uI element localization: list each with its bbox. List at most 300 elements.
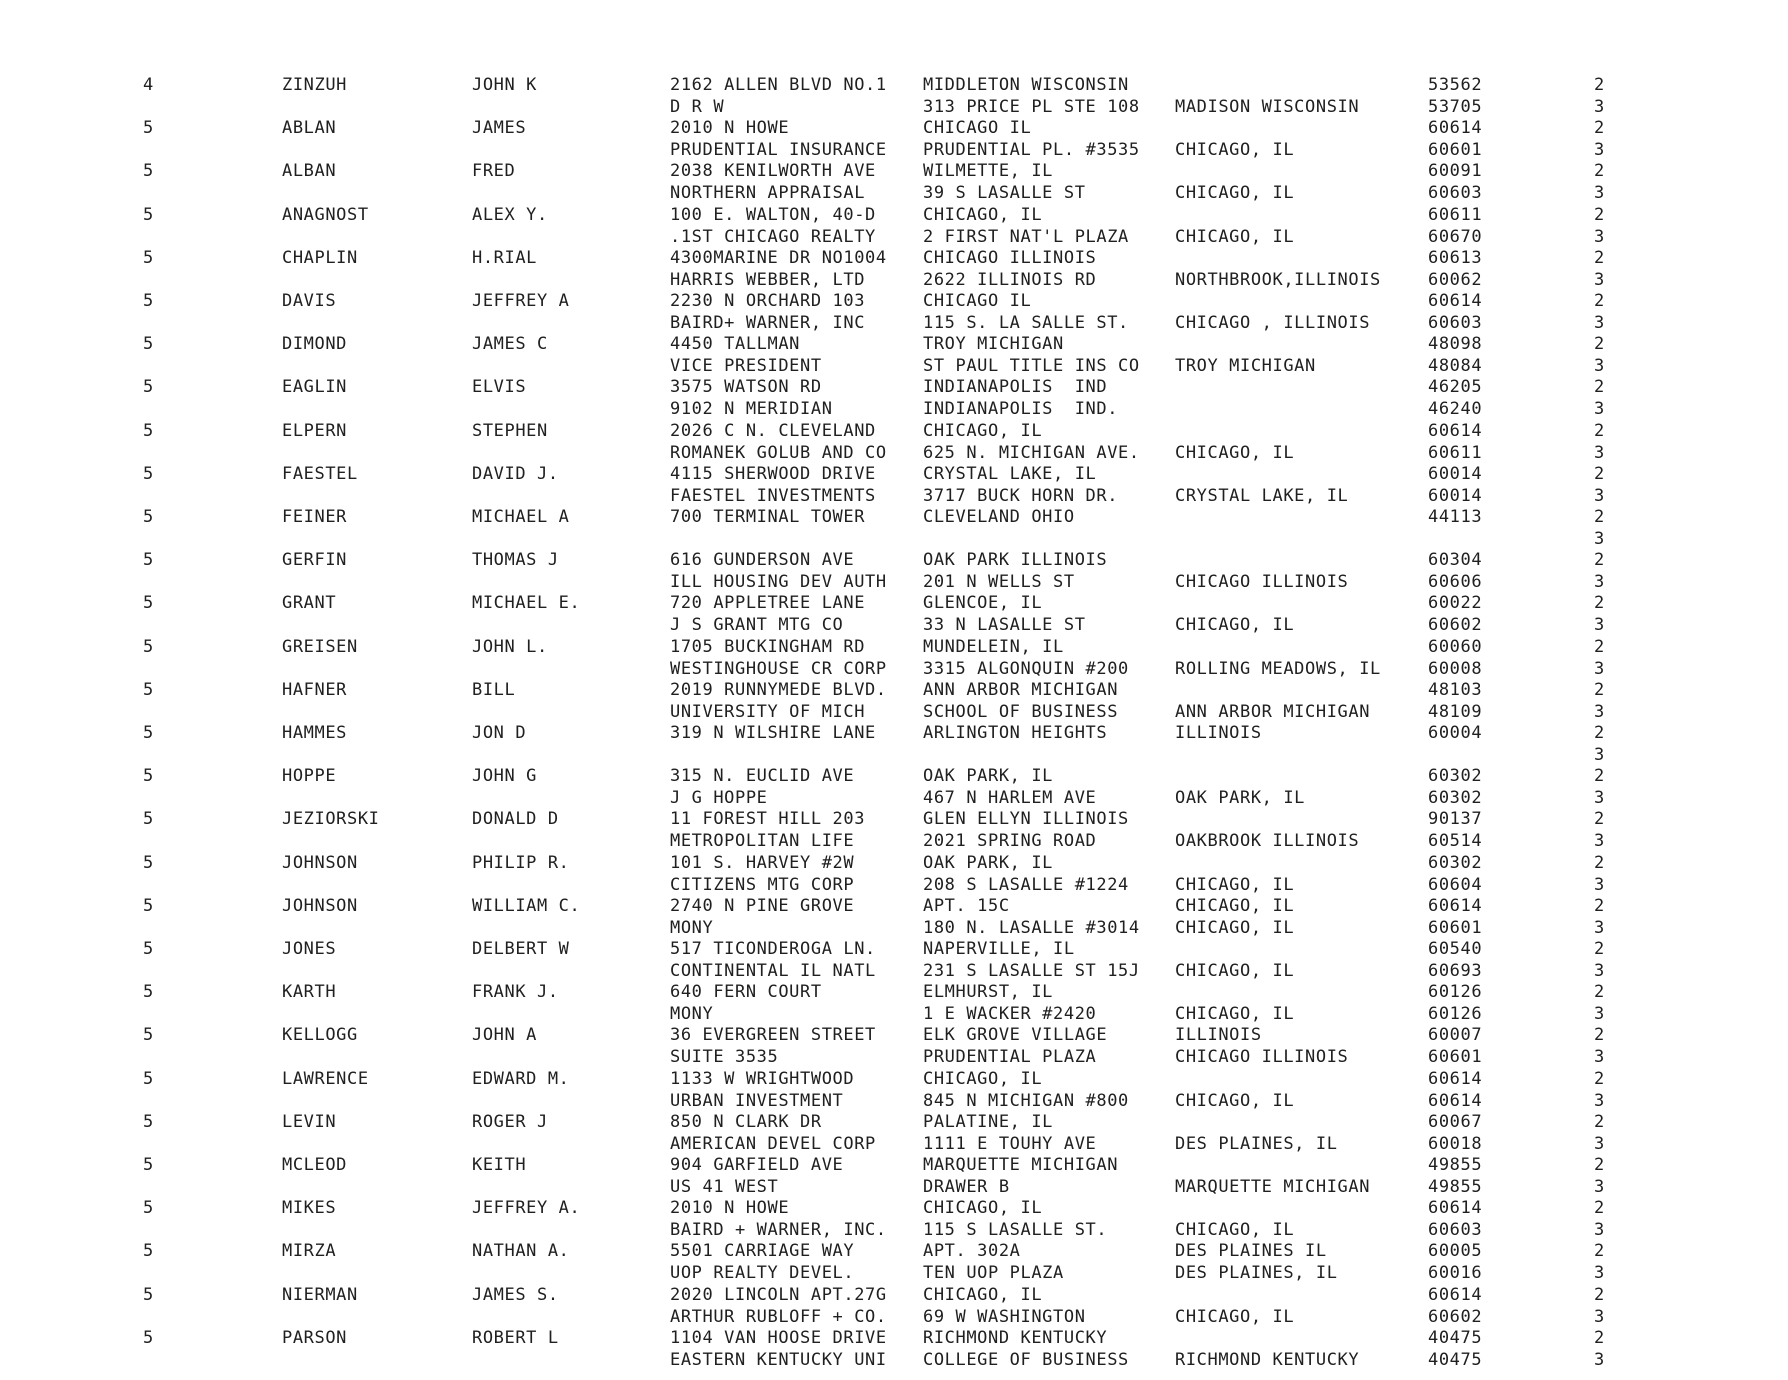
home-address-code: 2 — [1594, 1327, 1605, 1348]
first-name: DELBERT W — [472, 939, 570, 959]
home-zip-code: 60611 — [1428, 204, 1483, 225]
home-zip-code: 53562 — [1428, 75, 1483, 95]
home-address-line-2: CHICAGO, IL — [923, 1284, 1043, 1305]
home-address-line-1: 517 TICONDEROGA LN. — [670, 939, 876, 959]
work-address-line-2: 231 S LASALLE ST 15J — [923, 961, 1140, 981]
first-name: MICHAEL E. — [472, 593, 581, 614]
home-zip-code: 60007 — [1428, 1025, 1483, 1046]
work-zip-code: 49855 — [1428, 1177, 1483, 1197]
work-address-line-3: CHICAGO, IL — [1175, 615, 1295, 636]
work-address-code: 3 — [1594, 658, 1605, 679]
home-address-code: 2 — [1594, 636, 1605, 657]
last-name: CHAPLIN — [282, 247, 358, 268]
work-address-line-2: DRAWER B — [923, 1177, 1010, 1197]
home-address-line-2: OAK PARK ILLINOIS — [923, 550, 1108, 571]
first-name: MICHAEL A — [472, 507, 570, 527]
work-address-line-1: WESTINGHOUSE CR CORP — [670, 658, 887, 679]
work-address-code: 3 — [1594, 269, 1605, 290]
first-name: ROBERT L — [472, 1327, 559, 1348]
home-zip-code: 40475 — [1428, 1327, 1483, 1348]
work-zip-code: 60693 — [1428, 961, 1483, 981]
table-row — [0, 1111, 1788, 1155]
table-row — [0, 679, 1788, 723]
last-name: FAESTEL — [282, 463, 358, 484]
home-zip-code: 46205 — [1428, 377, 1483, 398]
record-sequence: 5 — [143, 1111, 154, 1132]
home-address-line-2: OAK PARK, IL — [923, 852, 1054, 873]
record-sequence: 5 — [143, 895, 154, 916]
home-address-line-1: 319 N WILSHIRE LANE — [670, 723, 876, 743]
home-zip-code: 60304 — [1428, 550, 1483, 571]
work-zip-code: 60604 — [1428, 874, 1483, 895]
home-address-line-3: ILLINOIS — [1175, 1025, 1262, 1046]
work-address-line-1: VICE PRESIDENT — [670, 356, 822, 377]
work-address-line-2: 115 S. LA SALLE ST. — [923, 313, 1129, 333]
home-address-code: 2 — [1594, 679, 1605, 700]
work-address-line-1: D R W — [670, 97, 725, 117]
work-address-line-1: METROPOLITAN LIFE — [670, 831, 855, 852]
work-address-code: 3 — [1594, 1177, 1605, 1197]
work-address-line-3: ANN ARBOR MICHIGAN — [1175, 701, 1371, 722]
table-row — [0, 1154, 1788, 1198]
work-zip-code: 60016 — [1428, 1263, 1483, 1284]
work-address-line-2: PRUDENTIAL PLAZA — [923, 1047, 1097, 1068]
home-zip-code: 48103 — [1428, 679, 1483, 700]
home-address-code: 2 — [1594, 463, 1605, 484]
home-address-code: 2 — [1594, 1068, 1605, 1089]
last-name: JEZIORSKI — [282, 809, 380, 830]
home-address-line-1: 101 S. HARVEY #2W — [670, 852, 855, 873]
home-address-line-1: 36 EVERGREEN STREET — [670, 1025, 876, 1046]
table-row — [0, 376, 1788, 420]
home-address-line-2: CHICAGO, IL — [923, 1198, 1043, 1219]
work-address-line-2: 845 N MICHIGAN #800 — [923, 1090, 1129, 1111]
first-name: JAMES C — [472, 334, 548, 355]
home-address-line-1: 1133 W WRIGHTWOOD — [670, 1068, 855, 1089]
work-zip-code: 53705 — [1428, 97, 1483, 117]
record-sequence: 5 — [143, 377, 154, 398]
work-address-line-3: OAKBROOK ILLINOIS — [1175, 831, 1360, 852]
table-row — [0, 938, 1788, 982]
first-name: STEPHEN — [472, 420, 548, 441]
home-address-line-1: 616 GUNDERSON AVE — [670, 550, 855, 571]
work-address-line-3: MARQUETTE MICHIGAN — [1175, 1177, 1371, 1197]
work-address-line-1: CITIZENS MTG CORP — [670, 874, 855, 895]
work-address-line-2: 69 W WASHINGTON — [923, 1306, 1086, 1327]
work-address-line-3: CHICAGO, IL — [1175, 226, 1295, 247]
home-zip-code: 60614 — [1428, 1068, 1483, 1089]
home-address-line-3: ILLINOIS — [1175, 723, 1262, 743]
work-address-code: 3 — [1594, 140, 1605, 161]
work-address-line-3: CHICAGO, IL — [1175, 1220, 1295, 1241]
home-address-code: 2 — [1594, 852, 1605, 873]
work-address-line-3: CHICAGO, IL — [1175, 1004, 1295, 1025]
work-address-code: 3 — [1594, 1349, 1605, 1370]
work-address-line-2: INDIANAPOLIS IND. — [923, 399, 1119, 420]
work-zip-code: 60062 — [1428, 269, 1483, 290]
home-zip-code: 60302 — [1428, 852, 1483, 873]
home-address-line-1: 2019 RUNNYMEDE BLVD. — [670, 679, 887, 700]
record-sequence: 5 — [143, 1198, 154, 1219]
home-address-line-1: 2740 N PINE GROVE — [670, 895, 855, 916]
work-address-line-2: ST PAUL TITLE INS CO — [923, 356, 1140, 377]
record-sequence: 5 — [143, 1327, 154, 1348]
home-address-code: 2 — [1594, 1198, 1605, 1219]
home-address-line-2: CHICAGO IL — [923, 118, 1032, 139]
record-sequence: 5 — [143, 1068, 154, 1089]
work-address-line-2: 39 S LASALLE ST — [923, 183, 1086, 204]
table-row — [0, 463, 1788, 507]
work-address-code: 3 — [1594, 1263, 1605, 1284]
work-zip-code: 60014 — [1428, 485, 1483, 506]
home-address-code: 2 — [1594, 895, 1605, 916]
home-address-line-1: 720 APPLETREE LANE — [670, 593, 866, 614]
table-row — [0, 722, 1788, 766]
first-name: JAMES — [472, 118, 527, 139]
work-address-code: 3 — [1594, 183, 1605, 204]
work-address-line-3: CHICAGO, IL — [1175, 442, 1295, 463]
record-sequence: 5 — [143, 636, 154, 657]
first-name: ROGER J — [472, 1111, 548, 1132]
table-row — [0, 204, 1788, 248]
last-name: DIMOND — [282, 334, 348, 355]
first-name: BILL — [472, 679, 516, 700]
work-address-line-3: CHICAGO , ILLINOIS — [1175, 313, 1371, 333]
work-address-line-3: CHICAGO, IL — [1175, 961, 1295, 981]
home-zip-code: 60614 — [1428, 1198, 1483, 1219]
work-address-line-3: MADISON WISCONSIN — [1175, 97, 1360, 117]
last-name: ANAGNOST — [282, 204, 369, 225]
last-name: HAMMES — [282, 723, 348, 743]
work-address-line-1: .1ST CHICAGO REALTY — [670, 226, 876, 247]
last-name: EAGLIN — [282, 377, 348, 398]
work-address-code: 3 — [1594, 356, 1605, 377]
work-zip-code: 60606 — [1428, 572, 1483, 593]
home-address-code: 2 — [1594, 291, 1605, 311]
work-address-line-2: 1 E WACKER #2420 — [923, 1004, 1097, 1025]
home-address-line-2: RICHMOND KENTUCKY — [923, 1327, 1108, 1348]
home-address-code: 2 — [1594, 1284, 1605, 1305]
work-address-line-3: CHICAGO, IL — [1175, 140, 1295, 161]
record-sequence: 5 — [143, 939, 154, 959]
home-zip-code: 60014 — [1428, 463, 1483, 484]
first-name: NATHAN A. — [472, 1241, 570, 1262]
work-address-line-2: SCHOOL OF BUSINESS — [923, 701, 1119, 722]
home-address-code: 2 — [1594, 420, 1605, 441]
home-address-line-2: CLEVELAND OHIO — [923, 507, 1075, 527]
work-address-line-3: CHICAGO ILLINOIS — [1175, 1047, 1349, 1068]
work-address-line-1: US 41 WEST — [670, 1177, 779, 1197]
first-name: DONALD D — [472, 809, 559, 830]
work-zip-code: 60302 — [1428, 788, 1483, 809]
home-zip-code: 90137 — [1428, 809, 1483, 830]
last-name: ALBAN — [282, 161, 337, 182]
home-address-line-1: 904 GARFIELD AVE — [670, 1155, 844, 1175]
work-address-line-2: 2021 SPRING ROAD — [923, 831, 1097, 852]
work-address-line-3: CHICAGO, IL — [1175, 917, 1295, 938]
last-name: LAWRENCE — [282, 1068, 369, 1089]
home-address-line-2: CRYSTAL LAKE, IL — [923, 463, 1097, 484]
work-zip-code: 60670 — [1428, 226, 1483, 247]
table-row — [0, 895, 1788, 939]
home-address-line-2: NAPERVILLE, IL — [923, 939, 1075, 959]
work-address-code: 3 — [1594, 831, 1605, 852]
work-address-code: 3 — [1594, 313, 1605, 333]
work-address-line-3: NORTHBROOK,ILLINOIS — [1175, 269, 1381, 290]
home-address-code: 2 — [1594, 507, 1605, 527]
home-zip-code: 44113 — [1428, 507, 1483, 527]
last-name: ZINZUH — [282, 75, 348, 95]
first-name: FRED — [472, 161, 516, 182]
home-address-code: 2 — [1594, 593, 1605, 614]
record-sequence: 5 — [143, 291, 154, 311]
work-address-line-2: 180 N. LASALLE #3014 — [923, 917, 1140, 938]
home-zip-code: 60067 — [1428, 1111, 1483, 1132]
first-name: ELVIS — [472, 377, 527, 398]
home-address-code: 2 — [1594, 204, 1605, 225]
last-name: MIKES — [282, 1198, 337, 1219]
record-sequence: 5 — [143, 1284, 154, 1305]
work-address-line-3: CRYSTAL LAKE, IL — [1175, 485, 1349, 506]
table-row — [0, 74, 1788, 118]
work-address-code: 3 — [1594, 615, 1605, 636]
record-sequence: 5 — [143, 723, 154, 743]
work-zip-code: 60611 — [1428, 442, 1483, 463]
work-address-line-2: 33 N LASALLE ST — [923, 615, 1086, 636]
work-address-line-1: CONTINENTAL IL NATL — [670, 961, 876, 981]
work-address-code: 3 — [1594, 1220, 1605, 1241]
table-row — [0, 247, 1788, 291]
home-address-line-1: 11 FOREST HILL 203 — [670, 809, 866, 830]
table-row — [0, 852, 1788, 896]
work-address-line-2: 625 N. MICHIGAN AVE. — [923, 442, 1140, 463]
table-row — [0, 592, 1788, 636]
first-name: PHILIP R. — [472, 852, 570, 873]
first-name: JAMES S. — [472, 1284, 559, 1305]
home-address-line-2: MARQUETTE MICHIGAN — [923, 1155, 1119, 1175]
work-address-code: 3 — [1594, 917, 1605, 938]
work-address-code: 3 — [1594, 226, 1605, 247]
work-address-line-3: OAK PARK, IL — [1175, 788, 1306, 809]
last-name: GRANT — [282, 593, 337, 614]
last-name: JOHNSON — [282, 852, 358, 873]
table-row — [0, 808, 1788, 852]
table-row — [0, 549, 1788, 593]
home-address-line-2: INDIANAPOLIS IND — [923, 377, 1108, 398]
work-address-line-1: FAESTEL INVESTMENTS — [670, 485, 876, 506]
work-zip-code: 60514 — [1428, 831, 1483, 852]
home-address-line-2: CHICAGO, IL — [923, 420, 1043, 441]
record-sequence: 5 — [143, 1155, 154, 1175]
work-address-line-1: AMERICAN DEVEL CORP — [670, 1133, 876, 1154]
work-address-line-1: PRUDENTIAL INSURANCE — [670, 140, 887, 161]
work-address-line-1: ILL HOUSING DEV AUTH — [670, 572, 887, 593]
work-address-code: 3 — [1594, 572, 1605, 593]
home-address-line-3: DES PLAINES IL — [1175, 1241, 1327, 1262]
work-address-line-2: TEN UOP PLAZA — [923, 1263, 1064, 1284]
home-address-line-1: 700 TERMINAL TOWER — [670, 507, 866, 527]
home-zip-code: 60540 — [1428, 939, 1483, 959]
record-sequence: 5 — [143, 247, 154, 268]
home-address-line-2: APT. 15C — [923, 895, 1010, 916]
home-address-line-1: 3575 WATSON RD — [670, 377, 822, 398]
table-row — [0, 765, 1788, 809]
home-address-line-1: 2010 N HOWE — [670, 1198, 790, 1219]
work-address-code: 3 — [1594, 1306, 1605, 1327]
work-address-code: 3 — [1594, 442, 1605, 463]
work-address-line-1: ROMANEK GOLUB AND CO — [670, 442, 887, 463]
work-address-line-2: 208 S LASALLE #1224 — [923, 874, 1129, 895]
first-name: THOMAS J — [472, 550, 559, 571]
home-zip-code: 49855 — [1428, 1155, 1483, 1175]
table-row — [0, 1197, 1788, 1241]
table-row — [0, 160, 1788, 204]
home-zip-code: 60302 — [1428, 766, 1483, 787]
work-address-line-3: CHICAGO, IL — [1175, 183, 1295, 204]
home-address-line-2: CHICAGO, IL — [923, 204, 1043, 225]
home-address-code: 2 — [1594, 982, 1605, 1003]
work-address-line-2: 115 S LASALLE ST. — [923, 1220, 1108, 1241]
home-address-code: 2 — [1594, 809, 1605, 830]
home-address-line-1: 2010 N HOWE — [670, 118, 790, 139]
record-sequence: 5 — [143, 593, 154, 614]
work-address-code: 3 — [1594, 529, 1605, 549]
record-sequence: 5 — [143, 982, 154, 1003]
work-zip-code: 60601 — [1428, 917, 1483, 938]
work-address-line-1: 9102 N MERIDIAN — [670, 399, 833, 420]
home-address-line-2: APT. 302A — [923, 1241, 1021, 1262]
home-zip-code: 60614 — [1428, 420, 1483, 441]
record-sequence: 5 — [143, 679, 154, 700]
record-sequence: 5 — [143, 463, 154, 484]
home-address-line-2: MUNDELEIN, IL — [923, 636, 1064, 657]
work-address-line-1: SUITE 3535 — [670, 1047, 779, 1068]
home-address-line-2: GLEN ELLYN ILLINOIS — [923, 809, 1129, 830]
home-zip-code: 60126 — [1428, 982, 1483, 1003]
home-address-line-2: CHICAGO ILLINOIS — [923, 247, 1097, 268]
work-address-line-1: MONY — [670, 1004, 714, 1025]
home-address-code: 2 — [1594, 334, 1605, 355]
last-name: NIERMAN — [282, 1284, 358, 1305]
work-zip-code: 40475 — [1428, 1349, 1483, 1370]
work-zip-code: 60018 — [1428, 1133, 1483, 1154]
home-address-line-2: GLENCOE, IL — [923, 593, 1043, 614]
work-zip-code: 46240 — [1428, 399, 1483, 420]
home-address-line-2: CHICAGO IL — [923, 291, 1032, 311]
work-address-line-1: J S GRANT MTG CO — [670, 615, 844, 636]
first-name: JON D — [472, 723, 527, 743]
work-zip-code: 60008 — [1428, 658, 1483, 679]
home-address-line-2: OAK PARK, IL — [923, 766, 1054, 787]
home-address-line-2: ANN ARBOR MICHIGAN — [923, 679, 1119, 700]
home-address-code: 2 — [1594, 377, 1605, 398]
home-address-line-1: 850 N CLARK DR — [670, 1111, 822, 1132]
work-address-line-2: PRUDENTIAL PL. #3535 — [923, 140, 1140, 161]
record-sequence: 5 — [143, 1241, 154, 1262]
last-name: ABLAN — [282, 118, 337, 139]
work-zip-code: 60603 — [1428, 1220, 1483, 1241]
home-address-code: 2 — [1594, 766, 1605, 787]
home-address-line-2: ELMHURST, IL — [923, 982, 1054, 1003]
table-row — [0, 117, 1788, 161]
home-zip-code: 60004 — [1428, 723, 1483, 743]
home-address-code: 2 — [1594, 1111, 1605, 1132]
last-name: MIRZA — [282, 1241, 337, 1262]
home-address-line-2: WILMETTE, IL — [923, 161, 1054, 182]
home-address-code: 2 — [1594, 75, 1605, 95]
work-address-code: 3 — [1594, 399, 1605, 420]
work-address-code: 3 — [1594, 1004, 1605, 1025]
work-address-line-3: DES PLAINES, IL — [1175, 1263, 1338, 1284]
work-address-code: 3 — [1594, 1090, 1605, 1111]
home-zip-code: 60614 — [1428, 118, 1483, 139]
work-address-code: 3 — [1594, 745, 1605, 765]
last-name: LEVIN — [282, 1111, 337, 1132]
home-address-line-1: 2162 ALLEN BLVD NO.1 — [670, 75, 887, 95]
home-zip-code: 60614 — [1428, 1284, 1483, 1305]
home-address-line-2: ARLINGTON HEIGHTS — [923, 723, 1108, 743]
work-address-code: 3 — [1594, 961, 1605, 981]
home-zip-code: 60022 — [1428, 593, 1483, 614]
home-zip-code: 60005 — [1428, 1241, 1483, 1262]
home-address-line-1: 2026 C N. CLEVELAND — [670, 420, 876, 441]
home-address-line-1: 315 N. EUCLID AVE — [670, 766, 855, 787]
work-address-line-3: CHICAGO, IL — [1175, 1090, 1295, 1111]
work-zip-code: 48084 — [1428, 356, 1483, 377]
record-sequence: 5 — [143, 809, 154, 830]
last-name: PARSON — [282, 1327, 348, 1348]
first-name: JOHN A — [472, 1025, 538, 1046]
work-address-line-1: J G HOPPE — [670, 788, 768, 809]
last-name: KARTH — [282, 982, 337, 1003]
first-name: WILLIAM C. — [472, 895, 581, 916]
work-address-line-1: BAIRD + WARNER, INC. — [670, 1220, 887, 1241]
home-zip-code: 60614 — [1428, 895, 1483, 916]
record-sequence: 5 — [143, 204, 154, 225]
first-name: JOHN L. — [472, 636, 548, 657]
record-sequence: 5 — [143, 550, 154, 571]
home-address-code: 2 — [1594, 939, 1605, 959]
table-row — [0, 1327, 1788, 1371]
home-address-code: 2 — [1594, 1241, 1605, 1262]
last-name: GERFIN — [282, 550, 348, 571]
last-name: DAVIS — [282, 291, 337, 311]
work-address-line-1: MONY — [670, 917, 714, 938]
first-name: JEFFREY A — [472, 291, 570, 311]
home-address-line-2: CHICAGO, IL — [923, 1068, 1043, 1089]
work-zip-code: 60603 — [1428, 183, 1483, 204]
work-address-code: 3 — [1594, 1047, 1605, 1068]
home-zip-code: 60614 — [1428, 291, 1483, 311]
work-zip-code: 60601 — [1428, 140, 1483, 161]
work-address-code: 3 — [1594, 97, 1605, 117]
record-sequence: 5 — [143, 420, 154, 441]
home-zip-code: 60060 — [1428, 636, 1483, 657]
last-name: MCLEOD — [282, 1155, 348, 1175]
table-row — [0, 636, 1788, 680]
record-sequence: 5 — [143, 507, 154, 527]
work-address-line-3: DES PLAINES, IL — [1175, 1133, 1338, 1154]
home-address-code: 2 — [1594, 247, 1605, 268]
first-name: JOHN K — [472, 75, 538, 95]
work-address-line-2: 1111 E TOUHY AVE — [923, 1133, 1097, 1154]
home-address-line-1: 1705 BUCKINGHAM RD — [670, 636, 866, 657]
record-sequence: 5 — [143, 1025, 154, 1046]
home-address-line-1: 2230 N ORCHARD 103 — [670, 291, 866, 311]
work-address-line-1: HARRIS WEBBER, LTD — [670, 269, 866, 290]
work-zip-code: 48109 — [1428, 701, 1483, 722]
home-address-line-1: 1104 VAN HOOSE DRIVE — [670, 1327, 887, 1348]
